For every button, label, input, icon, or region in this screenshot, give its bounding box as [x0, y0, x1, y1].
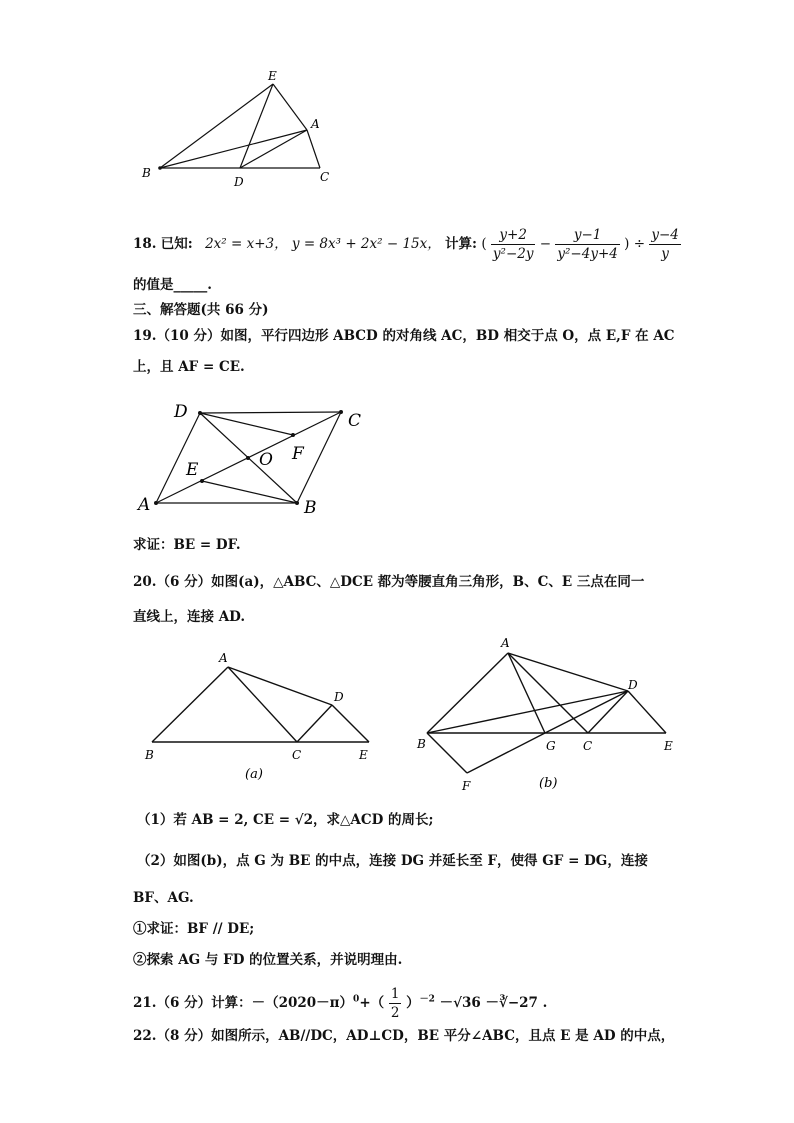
label-E: E [359, 748, 368, 762]
label-A: A [219, 651, 228, 665]
q19-proof: 求证：BE = DF. [133, 537, 241, 553]
label-D: D [174, 402, 188, 422]
label-E: E [186, 460, 199, 480]
label-A: A [311, 117, 320, 131]
label-C: C [320, 170, 330, 184]
label-C: C [583, 739, 593, 753]
caption-b: (b) [539, 776, 558, 791]
q20-line1: 20.（6 分）如图(a)，△ABC、△DCE 都为等腰直角三角形，B、C、E 三点在同一 [133, 574, 645, 590]
q20-part2-line1: （2）如图(b)，点 G 为 BE 的中点，连接 DG 并延长至 F，使得 GF = DG，连接 [137, 853, 648, 869]
question-21: 21.（6 分）计算：$-(2020-\pi)^0+$（ $\frac{1}{2}$ ）$^{-2}$ －√36 －∛−27 . [133, 986, 548, 1021]
label-C: C [292, 748, 302, 762]
question-22: 22.（8 分）如图所示，AB//DC，AD⊥CD，BE 平分∠ABC，且点 E 是 AD 的中点， [133, 1028, 675, 1044]
label-B: B [417, 737, 426, 751]
label-F: F [462, 779, 471, 793]
q20-line2: 直线上，连接 AD. [133, 609, 246, 625]
figure-q20b [410, 632, 680, 797]
fraction-1: $\frac{y+2}{\text{y²−2y}}$ [492, 227, 534, 262]
q19-line1: 19.（10 分）如图，平行四边形 ABCD 的对角线 AC，BD 相交于点 O，点 E,F 在 AC [133, 328, 675, 344]
label-B: B [304, 498, 317, 518]
fraction-half: $\frac{1}{2}$ [390, 986, 400, 1021]
question-18: 18. 已知: 2x² = x+3， y = 8x³ + 2x² − 15x， 计算: ( $\frac{y+2}{\text{y²−2y}}$ − $\frac{y-1}{\text{y²−4y+4}}$ ) ÷ $\frac{y-4}{y}$ [133, 227, 679, 262]
fraction-3: $\frac{y-4}{y}$ [651, 227, 679, 262]
label-A: A [138, 495, 151, 515]
label-E: E [664, 739, 673, 753]
figure-q20a [135, 645, 385, 795]
label-C: C [348, 411, 362, 431]
label-A: A [501, 636, 510, 650]
label-E: E [268, 70, 277, 83]
figure-q17 [130, 70, 350, 195]
fraction-2: $\frac{y-1}{\text{y²−4y+4}}$ [557, 227, 618, 262]
label-F: F [292, 444, 304, 464]
q20-part2-line2: BF、AG. [133, 890, 194, 906]
figure-q19 [130, 395, 370, 525]
caption-a: (a) [245, 767, 263, 782]
label-D: D [334, 690, 344, 704]
label-O: O [259, 450, 273, 470]
q18-tail: 的值是_____. [133, 277, 212, 293]
label-B: B [142, 166, 151, 180]
label-D: D [628, 678, 638, 692]
section-heading: 三、解答题(共 66 分) [133, 302, 269, 318]
label-B: B [145, 748, 154, 762]
label-D: D [234, 175, 244, 189]
q20-claim2: ②探索 AG 与 FD 的位置关系，并说明理由. [133, 952, 403, 968]
q19-line2: 上，且 AF = CE. [133, 359, 245, 375]
q20-part1: （1）若 AB = 2, CE = √2，求△ACD 的周长; [137, 812, 434, 828]
q20-claim1: ①求证：BF // DE; [133, 921, 255, 937]
label-G: G [546, 739, 556, 753]
